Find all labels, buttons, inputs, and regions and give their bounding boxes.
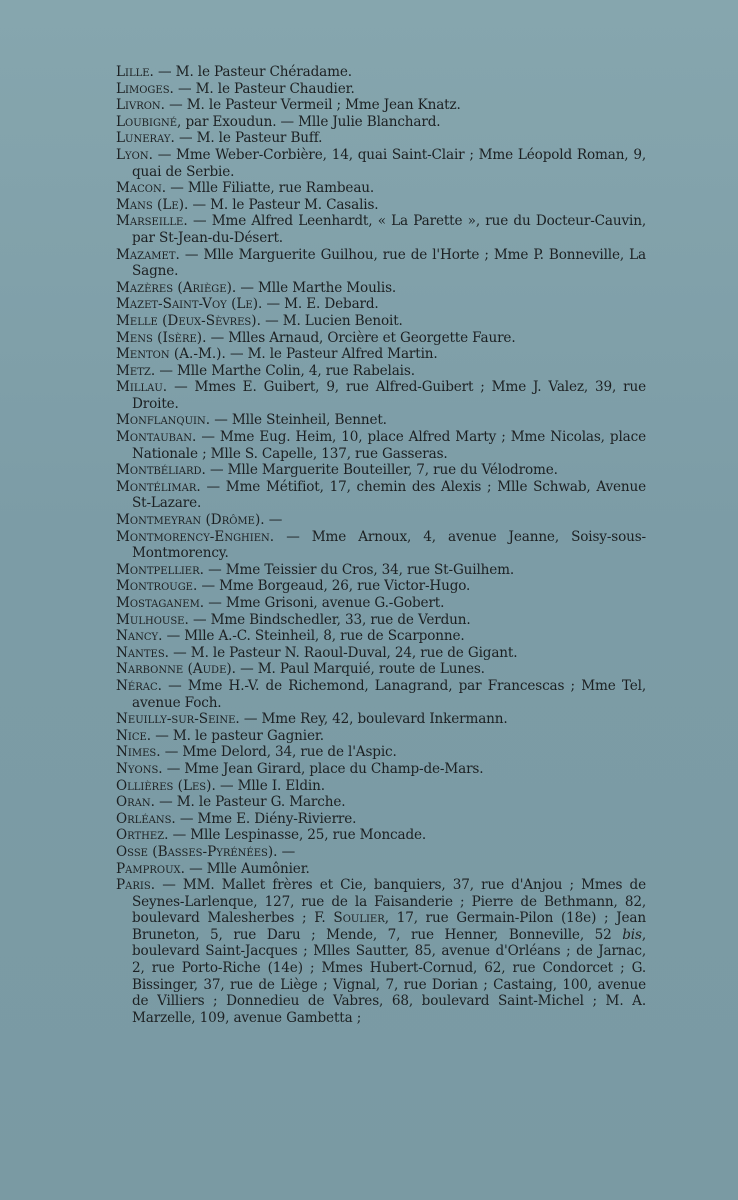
- directory-entry: [116, 429, 646, 462]
- entry-city: Oran.: [116, 794, 155, 811]
- entry-text: — M. le pasteur Gagnier.: [151, 727, 324, 744]
- entry-text: — Mlle Aumônier.: [184, 860, 310, 877]
- entry-text: — M. le Pasteur N. Raoul-Duval, 24, rue de Gigant.: [169, 644, 518, 661]
- entry-text: — M. le Pasteur Buff.: [174, 130, 323, 147]
- entry-city: Loubigné,: [116, 113, 182, 130]
- entry-bis: bis: [622, 926, 642, 943]
- directory-entry: [116, 479, 646, 512]
- entry-text: — Mlle I. Eldin.: [215, 777, 325, 794]
- directory-entry: [116, 661, 646, 678]
- directory-entry: [116, 64, 646, 81]
- directory-entry: [116, 330, 646, 347]
- directory-entry: [116, 130, 646, 147]
- directory-entry: [116, 81, 646, 98]
- directory-entry: [116, 180, 646, 197]
- directory-entry: [116, 97, 646, 114]
- entry-text: —: [264, 512, 283, 529]
- entry-city: Melle (Deux-Sèvres).: [116, 312, 261, 329]
- entry-city: Montmeyran (Drôme).: [116, 512, 265, 529]
- directory-entry: [116, 313, 646, 330]
- entry-city: Mulhouse.: [116, 611, 189, 628]
- entry-name-soulier: Soulier: [333, 910, 385, 927]
- directory-entry: [116, 827, 646, 844]
- directory-entry: [116, 811, 646, 828]
- directory-entry: [116, 562, 646, 579]
- directory-entry: [116, 645, 646, 662]
- entry-text: — Mme Weber-Corbière, 14, quai Saint-Clair ; Mme Léopold Roman, 9, quai de Serbie.: [132, 146, 646, 180]
- directory-entry: [116, 794, 646, 811]
- entry-text: , boulevard Saint-Jacques ; Mlles Sautter, 85, avenue d'Orléans ; de Jarnac, 2, rue Porto-Riche (14e) ; Mmes Hubert-Cornud, 62, rue Condorcet ; G. Bissinger, 37, rue de Liège ; Vignal, 7, rue Dorian ; Castaing, 100, avenue de Villiers ; Donnedieu de Vabres, 68, boulevard Saint-Michel ; M. A. Marzelle, 109, avenue Gambetta ;: [132, 926, 646, 1026]
- entry-text: — Mme Borgeaud, 26, rue Victor-Hugo.: [197, 578, 471, 595]
- directory-entry: [116, 363, 646, 380]
- directory-entry: [116, 628, 646, 645]
- entry-text: — Mme H.-V. de Richemond, Lanagrand, par Francescas ; Mme Tel, avenue Foch.: [132, 677, 646, 711]
- entry-city: Nantes.: [116, 644, 170, 661]
- entry-city: Nice.: [116, 727, 152, 744]
- directory-entry: [116, 728, 646, 745]
- directory-entry: [116, 778, 646, 795]
- entry-text: — M. le Pasteur M. Casalis.: [188, 196, 379, 213]
- entry-text: , 17, rue Germain-Pilon (18e) ; Jean Bruneton, 5, rue Daru ; Mende, 7, rue Henner, Bonneville, 52: [132, 910, 646, 943]
- entry-city: Montmorency-Enghien.: [116, 528, 275, 545]
- entry-text: — Mme Arnoux, 4, avenue Jeanne, Soisy-sous-Montmorency.: [132, 528, 646, 562]
- entry-city: Livron.: [116, 97, 165, 114]
- entry-city: Macon.: [116, 180, 167, 197]
- entry-text: — Mme Alfred Leenhardt, « La Parette », rue du Docteur-Cauvin, par St-Jean-du-Désert.: [132, 213, 646, 246]
- entry-city: Montbéliard.: [116, 462, 206, 479]
- entry-text: — M. le Pasteur Vermeil ; Mme Jean Knatz.: [165, 97, 461, 114]
- entry-city: Mazamet.: [116, 246, 180, 263]
- entry-city: Nyons.: [116, 760, 163, 777]
- entry-text: — Mlle Filiatte, rue Rambeau.: [166, 180, 375, 197]
- entry-text: — Mme Teissier du Cros, 34, rue St-Guilhem.: [203, 561, 515, 578]
- entry-text: — Mmes E. Guibert, 9, rue Alfred-Guibert ; Mme J. Valez, 39, rue Droite.: [132, 379, 646, 412]
- entry-text: — MM. Mallet frères et Cie, banquiers, 37, rue d'Anjou ; Mmes de Seynes-Larlenque, 127, rue de la Faisanderie ; Pierre de Bethmann, 82, boulevard Malesherbes ; F.: [132, 877, 646, 927]
- entry-city: Ollières (Les).: [116, 777, 216, 794]
- entry-city: Montpellier.: [116, 561, 204, 578]
- entry-list: [116, 64, 646, 877]
- directory-entry: [116, 114, 646, 131]
- entry-text: — Mlle Steinheil, Bennet.: [210, 412, 387, 429]
- entry-city: Menton (A.-M.).: [116, 346, 226, 363]
- directory-entry: [116, 761, 646, 778]
- entry-city: Mazet-Saint-Voy (Le).: [116, 296, 263, 313]
- entry-city: Narbonne (Aude).: [116, 661, 236, 678]
- entry-text: — Mlle Lespinasse, 25, rue Moncade.: [168, 827, 427, 844]
- entry-city: Montrouge.: [116, 578, 198, 595]
- directory-entry: [116, 346, 646, 363]
- entry-text: — Mme Rey, 42, boulevard Inkermann.: [239, 711, 508, 728]
- directory-entry: [116, 612, 646, 629]
- entry-city: Marseille.: [116, 213, 188, 230]
- directory-entry: [116, 462, 646, 479]
- entry-city: Lyon.: [116, 146, 153, 163]
- entry-text: par Exoudun. — Mlle Julie Blanchard.: [181, 113, 441, 130]
- entry-text: — Mlle Marguerite Guilhou, rue de l'Horte ; Mme P. Bonneville, La Sagne.: [132, 246, 646, 280]
- directory-entry: [116, 744, 646, 761]
- directory-entry: [116, 529, 646, 562]
- directory-entry: [116, 280, 646, 297]
- entry-text: — Mlle Marthe Moulis.: [236, 279, 397, 296]
- entry-text: — Mlle Marthe Colin, 4, rue Rabelais.: [155, 362, 415, 379]
- entry-city: Millau.: [116, 379, 168, 396]
- entry-text: — Mme Eug. Heim, 10, place Alfred Marty ; Mme Nicolas, place Nationale ; Mlle S. Capelle, 137, rue Gasseras.: [132, 429, 646, 462]
- directory-entry: [116, 595, 646, 612]
- entry-text: — Mme Jean Girard, place du Champ-de-Mars.: [162, 760, 484, 777]
- entry-city: Monflanquin.: [116, 412, 211, 429]
- entry-city: Neuilly-sur-Seine.: [116, 711, 240, 728]
- entry-text: — M. le Pasteur Alfred Martin.: [225, 346, 438, 363]
- entry-city: Metz.: [116, 362, 156, 379]
- entry-city: Mazères (Ariège).: [116, 279, 237, 296]
- directory-entry: [116, 296, 646, 313]
- entry-city: Montélimar.: [116, 478, 201, 495]
- directory-entry: [116, 678, 646, 711]
- entry-text: — M. E. Debard.: [262, 296, 379, 313]
- directory-entry: [116, 197, 646, 214]
- entry-city: Lille.: [116, 64, 154, 80]
- entry-text: — M. Lucien Benoit.: [260, 312, 403, 329]
- entry-city: Nérac.: [116, 677, 162, 694]
- entry-text: — M. le Pasteur Chaudier.: [173, 80, 355, 97]
- entry-text: — Mlles Arnaud, Orcière et Georgette Faure.: [206, 329, 516, 346]
- directory-entry: [116, 844, 646, 861]
- entry-city: Orléans.: [116, 810, 176, 827]
- directory-entry: [116, 711, 646, 728]
- entry-city: Osse (Basses-Pyrénées).: [116, 843, 278, 860]
- entry-text: — Mlle A.-C. Steinheil, 8, rue de Scarponne.: [162, 628, 465, 645]
- entry-city: Nimes.: [116, 744, 161, 761]
- entry-city: Montauban.: [116, 429, 197, 446]
- entry-text: — M. le Pasteur Chéradame.: [153, 64, 352, 80]
- entry-city: Luneray.: [116, 130, 175, 147]
- entry-text: — Mme Bindschedler, 33, rue de Verdun.: [188, 611, 471, 628]
- entry-text: — Mme Grisoni, avenue G.-Gobert.: [204, 595, 445, 611]
- entry-text: —: [277, 843, 296, 860]
- directory-entry: [116, 247, 646, 280]
- entry-text: — M. le Pasteur G. Marche.: [154, 794, 346, 811]
- entry-text: — Mme Métifiot, 17, chemin des Alexis ; Mlle Schwab, Avenue St-Lazare.: [132, 478, 646, 512]
- entry-city: Limoges.: [116, 80, 174, 97]
- directory-entry: [116, 861, 646, 878]
- entry-city: Nancy.: [116, 628, 163, 645]
- directory-entry: [116, 147, 646, 180]
- directory-entry: [116, 578, 646, 595]
- entry-city: Orthez.: [116, 827, 169, 844]
- entry-text: — Mme E. Diény-Rivierre.: [175, 810, 357, 827]
- entry-text: — Mme Delord, 34, rue de l'Aspic.: [160, 744, 397, 761]
- entry-text: — Mlle Marguerite Bouteiller, 7, rue du Vélodrome.: [205, 462, 558, 479]
- entry-text: — M. Paul Marquié, route de Lunes.: [236, 661, 485, 678]
- entry-city: Mans (Le).: [116, 196, 189, 213]
- directory-entry: [116, 379, 646, 412]
- directory-page: [116, 64, 646, 1026]
- entry-city: Pamproux.: [116, 860, 185, 877]
- directory-entry-paris: [116, 877, 646, 1026]
- directory-entry: [116, 512, 646, 529]
- directory-entry: [116, 213, 646, 246]
- directory-entry: [116, 412, 646, 429]
- entry-city: Mostaganem.: [116, 595, 205, 611]
- entry-city: Mens (Isère).: [116, 329, 207, 346]
- entry-city: Paris.: [116, 877, 156, 894]
